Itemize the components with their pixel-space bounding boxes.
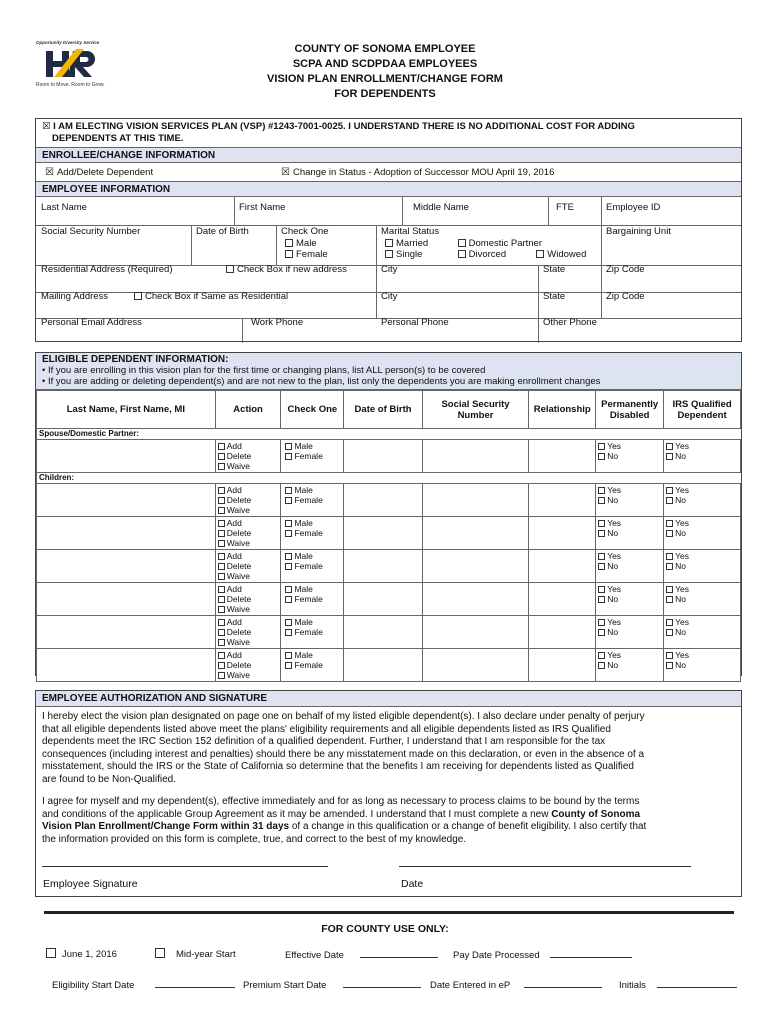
dependents.action_options-option[interactable]: Waive [218, 604, 279, 614]
relationship-cell[interactable] [529, 550, 596, 583]
employee-heading: EMPLOYEE INFORMATION [36, 181, 741, 197]
irs-qualified-cell [664, 649, 741, 682]
dob-cell[interactable] [344, 517, 423, 550]
title-line-3: VISION PLAN ENROLLMENT/CHANGE FORM [267, 73, 503, 85]
effective-date-label: Effective Date [285, 950, 344, 961]
disabled-cell [596, 616, 664, 649]
gender-cell [281, 440, 344, 473]
title-line-1: COUNTY OF SONOMA EMPLOYEE [294, 43, 476, 55]
pay-date-blank[interactable] [550, 948, 632, 958]
dependents.action_options-option[interactable]: Add [218, 617, 279, 627]
action-cell [215, 484, 281, 517]
dependent-bullet-1: • If you are enrolling in this vision plan for the first time or changing plans, list ALL person(s) to be covered [42, 365, 486, 376]
irs-qualified-cell [664, 484, 741, 517]
dependent-section [35, 352, 742, 680]
dependents.action_options-option[interactable]: Delete [218, 660, 279, 670]
relationship-cell[interactable] [529, 517, 596, 550]
dependents.action_options-option[interactable]: Delete [218, 627, 279, 637]
gender-cell [281, 649, 344, 682]
dependent-heading: ELIGIBLE DEPENDENT INFORMATION: [42, 354, 229, 365]
disabled-cell [596, 440, 664, 473]
dependents.action_options-option[interactable]: Add [218, 551, 279, 561]
action-cell [215, 616, 281, 649]
col-check-one: Check One [281, 391, 344, 429]
date-entered-blank[interactable] [524, 978, 602, 988]
col-dob: Date of Birth [344, 391, 423, 429]
dependents.yesno-option[interactable]: No [598, 561, 661, 571]
dependents.yesno-option[interactable]: No [666, 495, 738, 505]
dependents.yesno-option[interactable]: No [598, 495, 661, 505]
dependent-name-cell[interactable] [37, 517, 216, 550]
ssn-cell[interactable] [422, 616, 528, 649]
dependents.gender_options-option[interactable]: Female [283, 528, 341, 538]
spouse-row [37, 440, 741, 473]
same-as-residential-checkbox[interactable]: Check Box if Same as Residential [129, 288, 293, 306]
dependents.yesno-option[interactable]: Yes [598, 485, 661, 495]
child-row [37, 550, 741, 583]
male-checkbox[interactable]: Male [281, 238, 329, 250]
dependent-heading-block [36, 353, 741, 390]
dependents.action_options-option[interactable]: Waive [218, 538, 279, 548]
mailing-zip-field[interactable]: Zip Code [606, 291, 645, 302]
dependents.yesno-option[interactable]: No [666, 627, 738, 637]
dob-cell[interactable] [344, 484, 423, 517]
ssn-cell[interactable] [422, 484, 528, 517]
dependents.yesno-option[interactable]: Yes [598, 617, 661, 627]
dependents.yesno-option[interactable]: No [666, 594, 738, 604]
election-line-2: DEPENDENTS AT THIS TIME. [52, 133, 184, 144]
dependents.yesno-option[interactable]: No [598, 451, 661, 461]
signature-date-line[interactable] [399, 866, 691, 867]
irs-qualified-cell [664, 550, 741, 583]
dependents.action_options-option[interactable]: Add [218, 485, 279, 495]
dependents.action_options-option[interactable]: Waive [218, 461, 279, 471]
dependents.yesno-option[interactable]: No [598, 660, 661, 670]
ssn-field[interactable]: Social Security Number [41, 226, 141, 237]
dependents.gender_options-option[interactable]: Male [283, 617, 341, 627]
election-line-1: I AM ELECTING VISION SERVICES PLAN (VSP) #1243-7001-0025. I UNDERSTAND THERE IS NO ADDITIONAL COST FOR ADDING [53, 121, 635, 132]
dependents.yesno-option[interactable]: Yes [666, 650, 738, 660]
dependents.gender_options-option[interactable]: Female [283, 561, 341, 571]
premium-start-blank[interactable] [343, 978, 421, 988]
dob-cell[interactable] [344, 583, 423, 616]
dependents.yesno-option[interactable]: No [666, 451, 738, 461]
mailing-address-field[interactable]: Mailing Address [41, 291, 109, 302]
dob-cell[interactable] [344, 440, 423, 473]
title-line-4: FOR DEPENDENTS [334, 88, 436, 100]
dependents.yesno-option[interactable]: Yes [666, 584, 738, 594]
dependents.gender_options-option[interactable]: Male [283, 584, 341, 594]
ssn-cell[interactable] [422, 550, 528, 583]
employee-signature-label: Employee Signature [43, 878, 138, 890]
dependents.yesno-option[interactable]: Yes [666, 441, 738, 451]
dob-cell[interactable] [344, 616, 423, 649]
dependents.gender_options-option[interactable]: Female [283, 627, 341, 637]
eligibility-start-label: Eligibility Start Date [52, 980, 135, 991]
election-checkbox[interactable]: ☒ [42, 121, 51, 132]
bargaining-unit-field[interactable]: Bargaining Unit [606, 226, 671, 237]
last-name-field[interactable]: Last Name [41, 202, 87, 213]
midyear-checkbox[interactable]: Mid-year Start [155, 948, 236, 960]
dependents.action_options-option[interactable]: Waive [218, 505, 279, 515]
residential-zip-field[interactable]: Zip Code [606, 264, 645, 275]
date-entered-label: Date Entered in eP [430, 980, 511, 991]
gender-cell [281, 616, 344, 649]
work-phone-field[interactable]: Work Phone [251, 317, 304, 328]
dependent-name-cell[interactable] [37, 616, 216, 649]
disabled-cell [596, 517, 664, 550]
dependents.action_options-option[interactable]: Delete [218, 594, 279, 604]
col-irs-qualified: IRS Qualified Dependent [664, 391, 741, 429]
dependents.action_options-option[interactable]: Add [218, 584, 279, 594]
enrollee-heading: ENROLLEE/CHANGE INFORMATION [36, 147, 741, 163]
dependents.yesno-option[interactable]: Yes [598, 551, 661, 561]
county-divider [44, 911, 734, 914]
premium-start-label: Premium Start Date [243, 980, 327, 991]
dependents.yesno-option[interactable]: Yes [598, 650, 661, 660]
authorization-paragraph-2: I agree for myself and my dependent(s), effective immediately and for as long as necessary to process claims to be bound by the terms and conditions of the applicable Group Agreement as it may be amended. I understand that I must complete a new County of Sonoma Vision Plan Enrollment/Change Form within 31 days of a change in this qualification or a change of benefit eligibility. I also certify that the information provided on this form is complete, true, and correct to the best of my knowledge. [42, 796, 647, 845]
fte-field[interactable]: FTE [556, 202, 574, 213]
dependent-name-cell[interactable] [37, 484, 216, 517]
dependent-name-cell[interactable] [37, 649, 216, 682]
dependents.yesno-option[interactable]: No [666, 528, 738, 538]
dependents.action_options-option[interactable]: Delete [218, 561, 279, 571]
child-row [37, 517, 741, 550]
personal-phone-field[interactable]: Personal Phone [381, 317, 449, 328]
dependents.gender_options-option[interactable]: Female [283, 495, 341, 505]
child-row [37, 649, 741, 682]
child-row [37, 484, 741, 517]
dependent-table-header [37, 391, 741, 429]
dependents.yesno-option[interactable]: No [666, 561, 738, 571]
dependents.yesno-option[interactable]: Yes [598, 518, 661, 528]
eligibility-start-blank[interactable] [155, 978, 235, 988]
enrollment-section [35, 118, 742, 342]
dependents.action_options-option[interactable]: Delete [218, 451, 279, 461]
personal-email-field[interactable]: Personal Email Address [41, 317, 142, 328]
logo-tagline: Opportunity Diversity Service [36, 40, 100, 45]
gender-cell [281, 517, 344, 550]
dependents.action_options-option[interactable]: Delete [218, 528, 279, 538]
gender-group: Check One Male Female [281, 226, 329, 260]
change-status-option[interactable]: ☒ Change in Status - Adoption of Successor MOU April 19, 2016 [281, 167, 555, 178]
dependent-name-cell[interactable] [37, 583, 216, 616]
dependents.action_options-option[interactable]: Add [218, 441, 279, 451]
employee-id-field[interactable]: Employee ID [606, 202, 661, 213]
irs-qualified-cell [664, 440, 741, 473]
middle-name-field[interactable]: Middle Name [413, 202, 469, 213]
col-action: Action [215, 391, 281, 429]
dependent-name-cell[interactable] [37, 550, 216, 583]
dependents.action_options-option[interactable]: Waive [218, 670, 279, 680]
dependents.yesno-option[interactable]: Yes [666, 551, 738, 561]
dependents.action_options-option[interactable]: Waive [218, 571, 279, 581]
residential-address-field[interactable]: Residential Address (Required) [41, 264, 173, 275]
action-cell [215, 517, 281, 550]
residential-state-field[interactable]: State [543, 264, 566, 275]
mailing-city-field[interactable]: City [381, 291, 398, 302]
spouse-label-row: Spouse/Domestic Partner: [37, 429, 741, 440]
first-name-field[interactable]: First Name [239, 202, 286, 213]
election-statement [36, 119, 741, 147]
dependents.gender_options-option[interactable]: Female [283, 451, 341, 461]
initials-blank[interactable] [657, 978, 737, 988]
relationship-cell[interactable] [529, 484, 596, 517]
authorization-section [35, 690, 742, 897]
action-cell [215, 649, 281, 682]
residential-city-field[interactable]: City [381, 264, 398, 275]
irs-qualified-cell [664, 517, 741, 550]
col-ssn: Social Security Number [422, 391, 528, 429]
disabled-cell [596, 649, 664, 682]
dependents.yesno-option[interactable]: Yes [666, 485, 738, 495]
title-line-2: SCPA AND SCDPDAA EMPLOYEES [292, 58, 478, 70]
other-phone-field[interactable]: Other Phone [543, 317, 597, 328]
dependents.yesno-option[interactable]: Yes [598, 584, 661, 594]
dependent-table [36, 390, 741, 682]
marital-status-group: Marital Status Married Domestic Partner Single Divorced Widowed [381, 226, 587, 260]
widowed-checkbox[interactable]: Widowed [536, 249, 586, 260]
ssn-cell[interactable] [422, 583, 528, 616]
disabled-cell [596, 550, 664, 583]
mailing-state-field[interactable]: State [543, 291, 566, 302]
dependents.gender_options-option[interactable]: Male [283, 551, 341, 561]
employee-signature-line[interactable] [42, 866, 328, 867]
effective-date-blank[interactable] [360, 948, 438, 958]
june-checkbox[interactable]: June 1, 2016 [46, 948, 117, 960]
authorization-paragraph-1: I hereby elect the vision plan designated on page one on behalf of my listed eligible dependent(s). I also declare under penalty of perjury that all eligible dependents listed above meet the plans' eligibility requirements and all eligible dependents listed as IRS Qualified dependents meet the IRC Section 152 definition of a qualified dependent. Further, I understand that I am responsible for the tax consequences (including interest and penalties) should there be any misstatement made on this declaration, or even in the absence of a misstatement, should the IRS or the State of California so determine that the benefits I am receiving for dependents listed as Qualified are found to be Non-Qualified. [42, 711, 645, 785]
action-cell [215, 550, 281, 583]
dependents.yesno-option[interactable]: No [666, 660, 738, 670]
dob-field[interactable]: Date of Birth [196, 226, 249, 237]
female-checkbox[interactable]: Female [281, 249, 329, 261]
domestic-partner-checkbox[interactable]: Domestic Partner [458, 238, 542, 249]
single-checkbox[interactable]: Single [385, 249, 455, 261]
county-use-heading: FOR COUNTY USE ONLY: [321, 923, 449, 935]
dependents.action_options-option[interactable]: Delete [218, 495, 279, 505]
dependents.gender_options-option[interactable]: Male [283, 650, 341, 660]
irs-qualified-cell [664, 616, 741, 649]
signature-date-label: Date [401, 878, 424, 890]
dob-cell[interactable] [344, 550, 423, 583]
ssn-cell[interactable] [422, 517, 528, 550]
col-disabled: Permanently Disabled [596, 391, 664, 429]
add-delete-option[interactable]: ☒ Add/Delete Dependent [45, 167, 154, 178]
dependents.yesno-option[interactable]: No [598, 594, 661, 604]
dependents.yesno-option[interactable]: No [598, 627, 661, 637]
irs-qualified-cell [664, 583, 741, 616]
divorced-checkbox[interactable]: Divorced [458, 249, 534, 261]
dependents.gender_options-option[interactable]: Female [283, 594, 341, 604]
authorization-heading: EMPLOYEE AUTHORIZATION AND SIGNATURE [36, 691, 741, 707]
dependents.yesno-option[interactable]: Yes [666, 617, 738, 627]
dependent-bullet-2: • If you are adding or deleting dependent(s) and are not new to the plan, list only the dependents you are making enrollment changes [42, 376, 601, 387]
dependents.gender_options-option[interactable]: Female [283, 660, 341, 670]
child-row [37, 616, 741, 649]
dependents.action_options-option[interactable]: Add [218, 650, 279, 660]
ssn-cell[interactable] [422, 649, 528, 682]
dependents.yesno-option[interactable]: No [598, 528, 661, 538]
relationship-cell[interactable] [529, 440, 596, 473]
children-label-row: Children: [37, 473, 741, 484]
dependents.gender_options-option[interactable]: Male [283, 518, 341, 528]
gender-cell [281, 583, 344, 616]
relationship-cell[interactable] [529, 616, 596, 649]
relationship-cell[interactable] [529, 583, 596, 616]
logo-subline: Room to Move. Room to Grow. [36, 82, 105, 88]
child-row [37, 583, 741, 616]
gender-cell [281, 550, 344, 583]
col-name: Last Name, First Name, MI [37, 391, 216, 429]
disabled-cell [596, 484, 664, 517]
relationship-cell[interactable] [529, 649, 596, 682]
married-checkbox[interactable]: Married [385, 238, 455, 250]
dependent-name-cell[interactable] [37, 440, 216, 473]
dob-cell[interactable] [344, 649, 423, 682]
dependents.action_options-option[interactable]: Waive [218, 637, 279, 647]
initials-label: Initials [619, 980, 646, 991]
dependents.yesno-option[interactable]: Yes [598, 441, 661, 451]
dependents.gender_options-option[interactable]: Male [283, 485, 341, 495]
col-relationship: Relationship [529, 391, 596, 429]
disabled-cell [596, 583, 664, 616]
ssn-cell[interactable] [422, 440, 528, 473]
pay-date-label: Pay Date Processed [453, 950, 540, 961]
action-cell [215, 583, 281, 616]
form-title [0, 42, 770, 102]
dependents.action_options-option[interactable]: Add [218, 518, 279, 528]
action-cell [215, 440, 281, 473]
new-address-checkbox[interactable]: Check Box if new address [221, 261, 352, 279]
dependents.yesno-option[interactable]: Yes [666, 518, 738, 528]
gender-cell [281, 484, 344, 517]
dependents.gender_options-option[interactable]: Male [283, 441, 341, 451]
